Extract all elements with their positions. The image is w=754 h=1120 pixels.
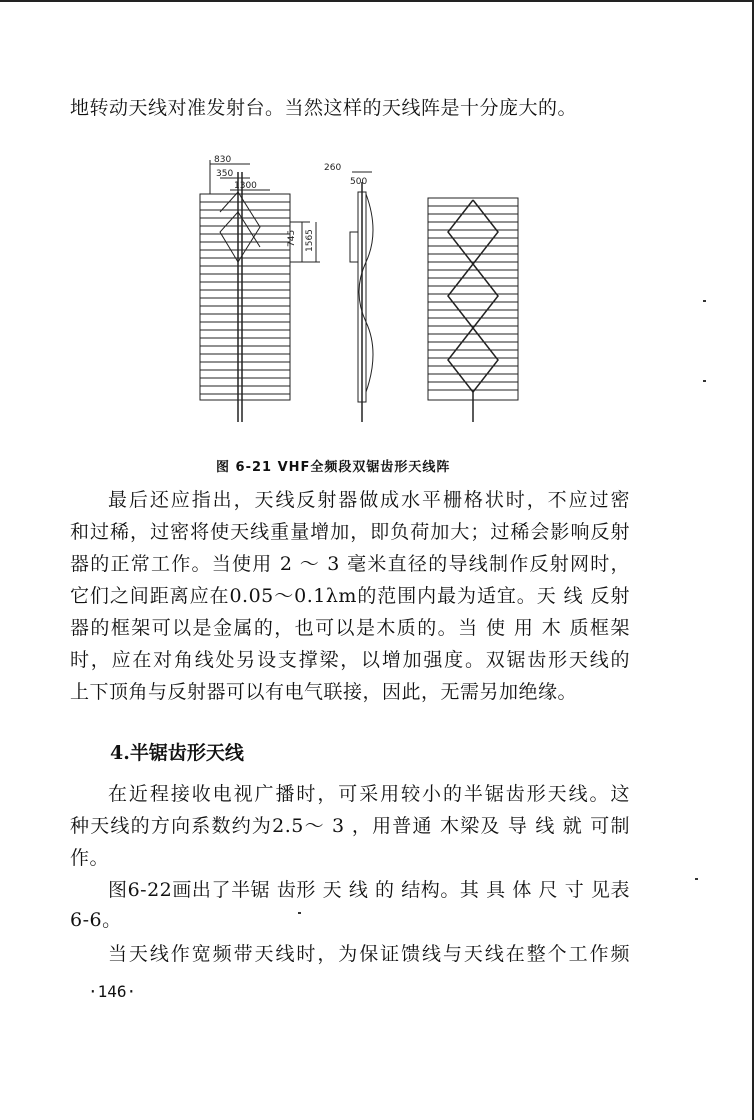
- para3-line-1: 图6-22画出了半锯 齿形 天 线 的 结构。其 具 体 尺 寸 见表: [108, 879, 630, 901]
- scan-speck: [703, 380, 706, 382]
- para1-line-7: 上下顶角与反射器可以有电气联接，因此，无需另加绝缘。: [70, 681, 578, 703]
- dim-label-1: 830: [214, 155, 232, 165]
- scan-speck: [703, 300, 706, 302]
- dim-label-2: 350: [216, 169, 234, 179]
- reflector-frame-right: [428, 198, 518, 400]
- para1-line-2: 和过稀，过密将使天线重量增加，即负荷加大；过稀会影响反射: [70, 521, 630, 543]
- scan-speck: [298, 912, 301, 914]
- antenna-figure: [190, 152, 530, 432]
- dim-label-4: 745: [287, 229, 297, 247]
- para1-line-5: 器的框架可以是金属的，也可以是木质的。当 使 用 木 质框架: [70, 617, 630, 639]
- para1-line-1: 最后还应指出，天线反射器做成水平栅格状时，不应过密: [108, 489, 630, 511]
- top-border: [0, 0, 754, 2]
- para2-line-2: 种天线的方向系数约为2.5～ 3 ，用普通 木梁及 导 线 就 可制: [70, 815, 630, 837]
- dim-label-3: 1300: [234, 181, 257, 191]
- para2-line-1: 在近程接收电视广播时，可采用较小的半锯齿形天线。这: [108, 783, 630, 805]
- text-line-top: 地转动天线对准发射台。当然这样的天线阵是十分庞大的。: [70, 97, 578, 119]
- reflector-grid-right: [428, 206, 518, 390]
- zigzag-element-right: [448, 200, 498, 392]
- page-number: ·146·: [88, 982, 137, 1001]
- para1-line-3: 器的正常工作。当使用 2 ～ 3 毫米直径的导线制作反射网时，: [70, 553, 630, 575]
- para4-line-1: 当天线作宽频带天线时，为保证馈线与天线在整个工作频: [108, 943, 630, 965]
- dim-label-7: 500: [350, 177, 368, 187]
- section-heading: 4.半锯齿形天线: [110, 742, 244, 764]
- scan-speck: [695, 878, 698, 880]
- para1-line-6: 时，应在对角线处另设支撑梁，以增加强度。双锯齿形天线的: [70, 649, 630, 671]
- reflector-grid-left: [200, 202, 290, 394]
- para3-line-2: 6-6。: [70, 909, 122, 931]
- para2-line-3: 作。: [70, 847, 110, 869]
- para1-line-4: 它们之间距离应在0.05～0.1λm的范围内最为适宜。天 线 反射: [70, 585, 630, 607]
- figure-caption: 图 6-21 VHF全频段双锯齿形天线阵: [216, 460, 451, 475]
- reflector-frame-left: [200, 194, 290, 400]
- dim-label-5: 1565: [305, 229, 315, 252]
- dim-label-6: 260: [324, 163, 342, 173]
